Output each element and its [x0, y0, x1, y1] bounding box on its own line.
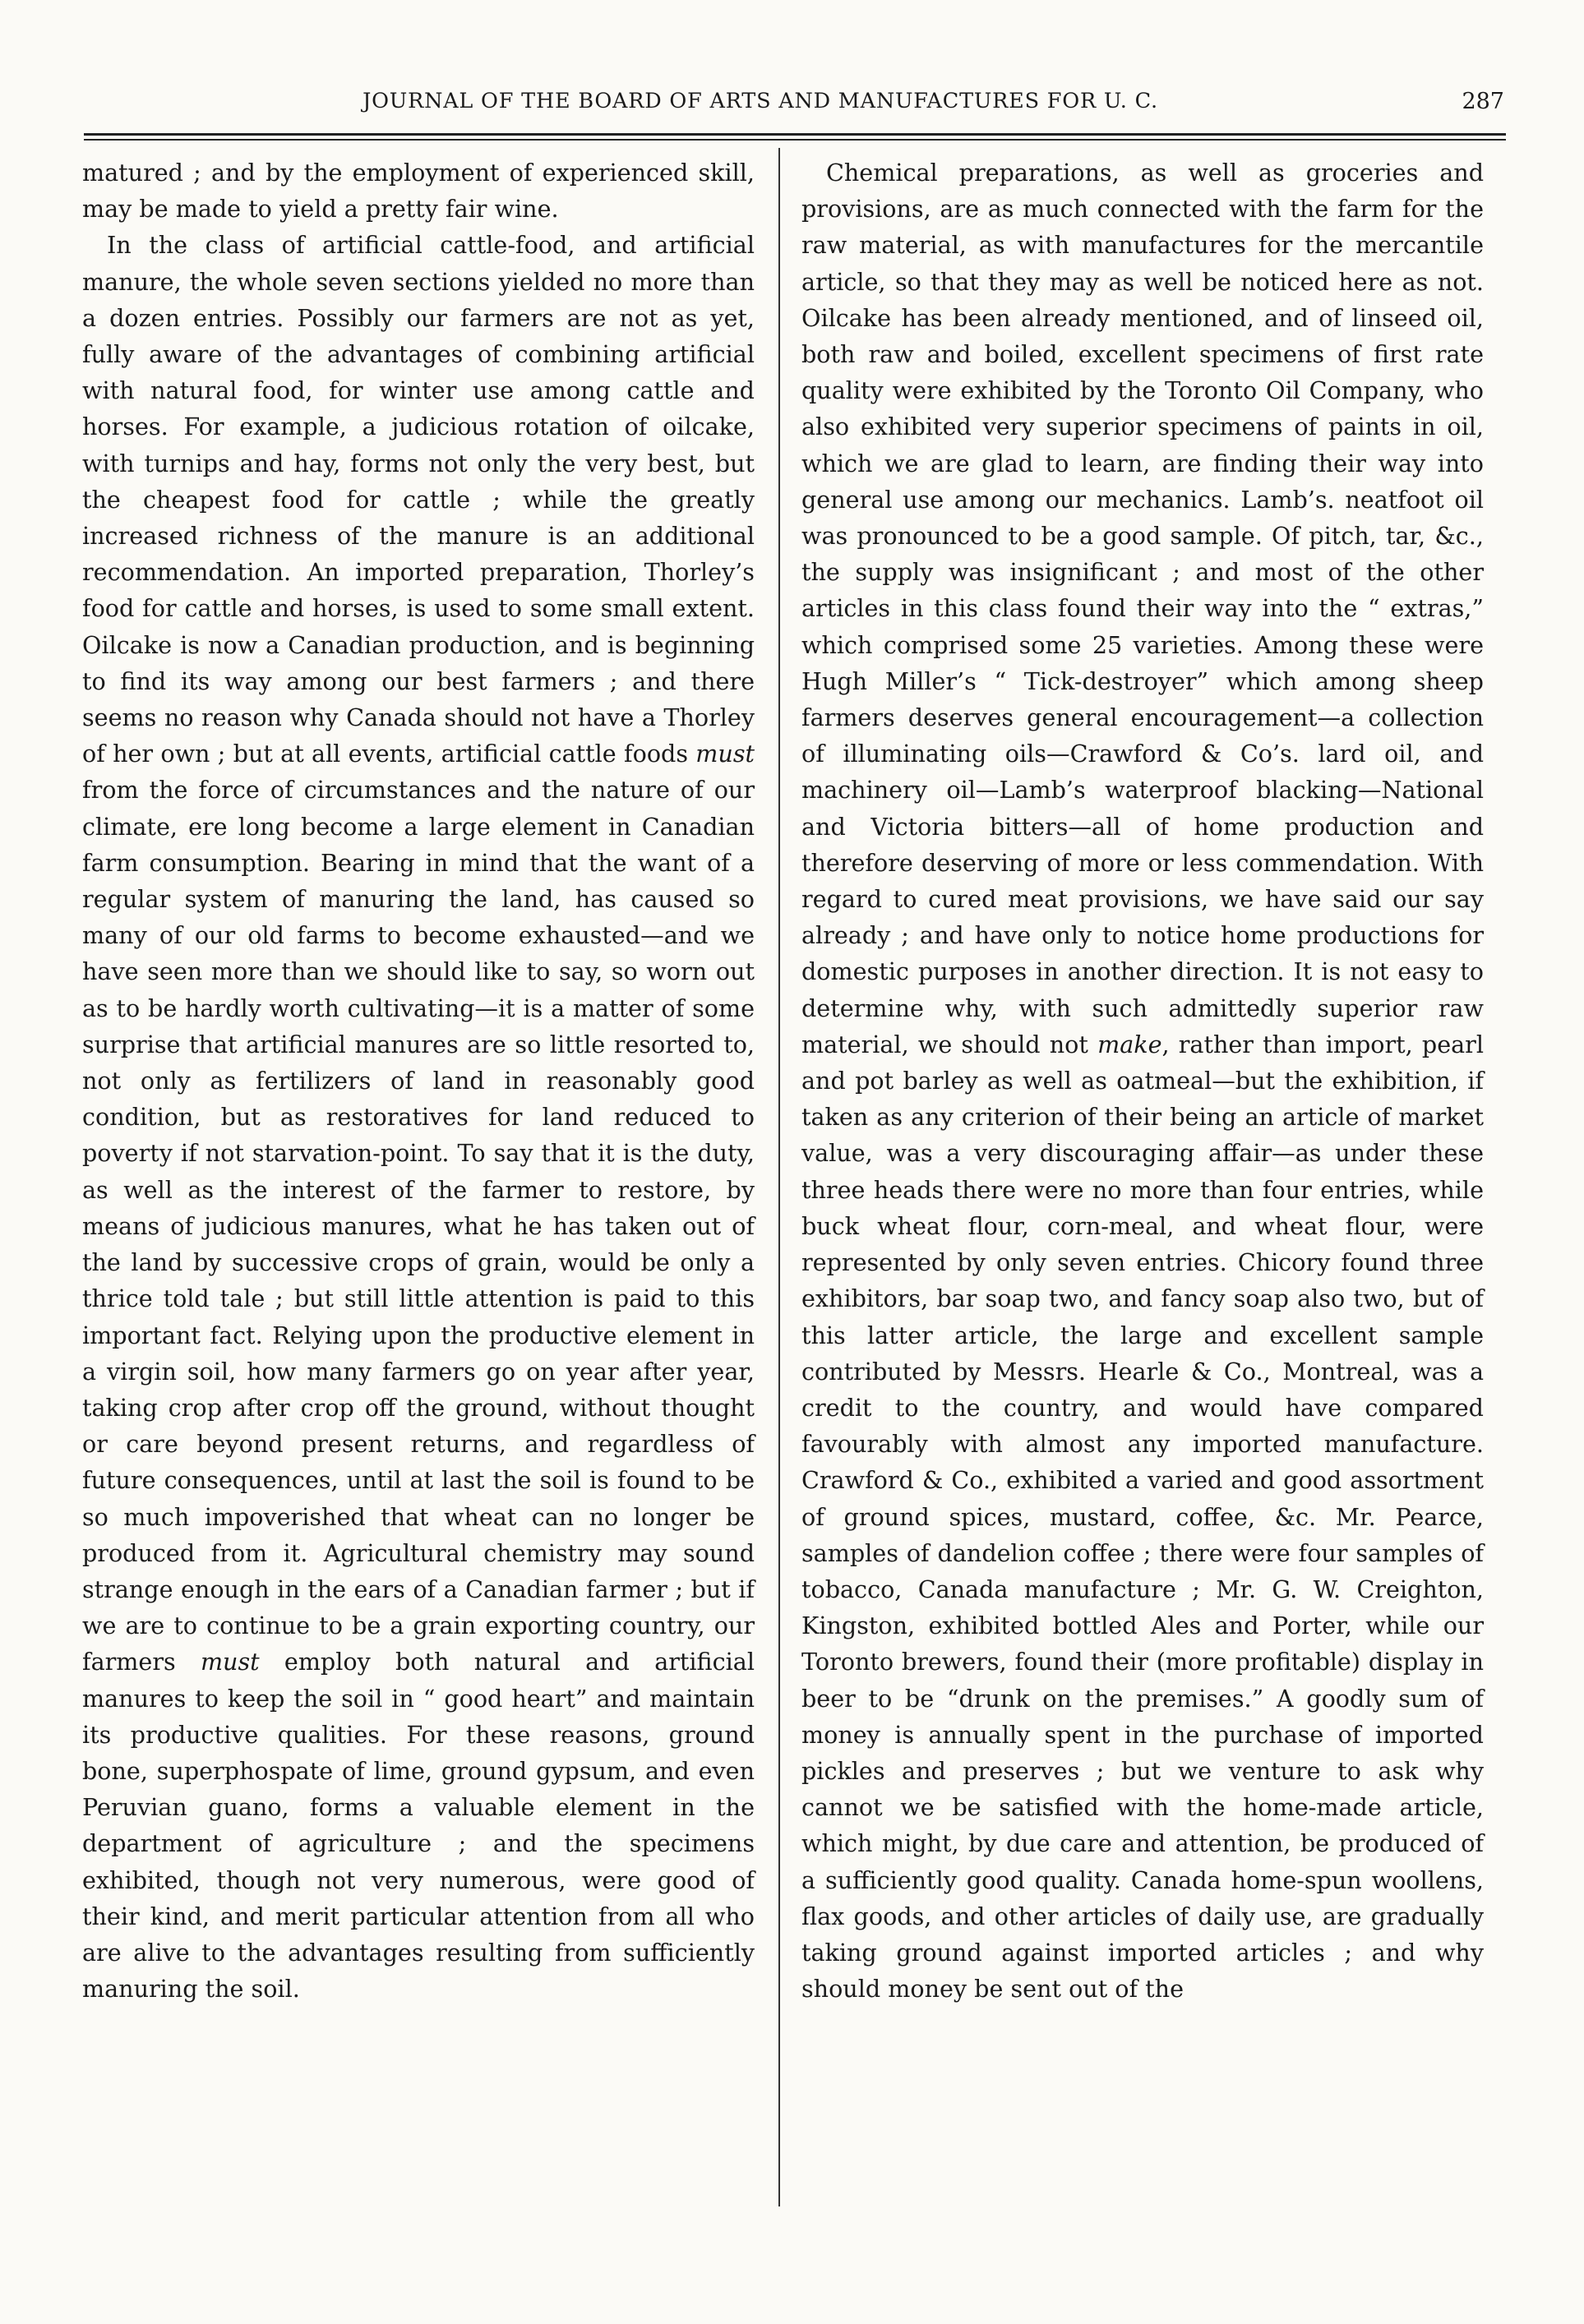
header-rule-bottom — [84, 139, 1506, 141]
italic-text: must — [695, 740, 755, 768]
text-run: from the force of circumstances and the nature of our climate, ere long become a large element in Canadian farm consumption. Bearing in mind that the want of a regular system of manuring the land, has caused so many of our old farms to become exhausted—and we have seen more than we should like to say, so worn out as to be hardly worth cultivating—it is a matter of some surprise that artificial manures are so little resorted to, not only as fertilizers of land in reasonably good condition, but as restoratives for land reduced to poverty if not starvation-point. To say that it is the duty, as well as the interest of the farmer to restore, by means of judicious manures, what he has taken out of the land by successive crops of grain, would be only a thrice told tale ; but still little attention is paid to this important fact. Relying upon the productive element in a virgin soil, how many farmers go on year after year, taking crop after crop off the ground, without thought or care beyond present returns, and regardless of future consequences, until at last the soil is found to be so much impoverished that wheat can no longer be produced from it. Agricultural chemistry may sound strange enough in the ears of a Canadian farmer ; but if we are to continue to be a grain exporting country, our farmers — [82, 776, 755, 1676]
right-column — [801, 154, 1484, 2007]
paragraph — [82, 227, 755, 2007]
text-run: , rather than import, pearl and pot barley as well as oatmeal—but the exhibition, if taken as any criterion of their being an article of market value, was a very discouraging affair—as under these three heads there were no more than four entries, while buck wheat flour, corn-meal, and wheat flour, were represented by only seven entries. Chicory found three exhibitors, bar soap two, and fancy soap also two, but of this latter article, the large and excellent sample contributed by Messrs. Hearle & Co., Montreal, was a credit to the country, and would have compared favourably with almost any imported manufacture. Crawford & Co., exhibited a varied and good assortment of ground spices, mustard, coffee, &c. Mr. Pearce, samples of dandelion coffee ; there were four samples of tobacco, Canada manufacture ; Mr. G. W. Creighton, Kingston, exhibited bottled Ales and Porter, while our Toronto brewers, found their (more profitable) display in beer to be “drunk on the premises.” A goodly sum of money is annually spent in the purchase of imported pickles and preserves ; but we venture to ask why cannot we be satisfied with the home-made article, which might, by due care and attention, be produced of a sufficiently good quality. Canada home-spun woollens, flax goods, and other articles of daily use, are gradually taking ground against imported articles ; and why should money be sent out of the — [801, 1030, 1484, 2004]
column-divider — [778, 148, 780, 2206]
italic-text: must — [200, 1648, 260, 1676]
journal-title: JOURNAL OF THE BOARD OF ARTS AND MANUFACTURES FOR U. C. — [363, 89, 1158, 113]
header-rule-top — [84, 133, 1506, 136]
page-number: 287 — [1462, 89, 1504, 114]
italic-text: make — [1097, 1030, 1162, 1058]
paragraph — [801, 154, 1484, 2007]
text-run: In the class of artificial cattle-food, and artificial manure, the whole seven sections yielded no more than a dozen entries. Possibly our farmers are not as yet, fully aware of the advantages of combining artificial with natural food, for winter use among cattle and horses. For example, a judicious rotation of oilcake, with turnips and hay, forms not only the very best, but the cheapest food for cattle ; while the greatly increased richness of the manure is an additional recommendation. An imported preparation, Thorley’s food for cattle and horses, is used to some small extent. Oilcake is now a Canadian production, and is beginning to find its way among our best farmers ; and there seems no reason why Canada should not have a Thorley of her own ; but at all events, artificial cattle foods — [82, 231, 755, 768]
running-header — [82, 89, 1504, 130]
text-run: employ both natural and artificial manures to keep the soil in “ good heart” and maintain its productive qualities. For these reasons, ground bone, superphospate of lime, ground gypsum, and even Peruvian guano, forms a valuable element in the department of agriculture ; and the specimens exhibited, though not very numerous, were good of their kind, and merit particular attention from all who are alive to the advantages resulting from sufficiently manuring the soil. — [82, 1648, 755, 2004]
text-run: Chemical preparations, as well as groceries and provisions, are as much connected with the farm for the raw material, as with manufactures for the mercantile article, so that they may as well be noticed here as not. Oilcake has been already mentioned, and of linseed oil, both raw and boiled, excellent specimens of first rate quality were exhibited by the Toronto Oil Company, who also exhibited very superior specimens of paints in oil, which we are glad to learn, are finding their way into general use among our mechanics. Lamb’s. neatfoot oil was pronounced to be a good sample. Of pitch, tar, &c., the supply was insignificant ; and most of the other articles in this class found their way into the “ extras,” which comprised some 25 varieties. Among these were Hugh Miller’s “ Tick-destroyer” which among sheep farmers deserves general encouragement—a collection of illuminating oils—Crawford & Co’s. lard oil, and machinery oil—Lamb’s waterproof blacking—National and Victoria bitters—all of home production and therefore deserving of more or less commendation. With regard to cured meat provisions, we have said our say already ; and have only to notice home productions for domestic purposes in another direction. It is not easy to determine why, with such admittedly superior raw material, we should not — [801, 159, 1484, 1058]
left-column — [82, 154, 755, 2007]
text-run: matured ; and by the employment of experienced skill, may be made to yield a pretty fair wine. — [82, 159, 755, 224]
paragraph — [82, 154, 755, 227]
